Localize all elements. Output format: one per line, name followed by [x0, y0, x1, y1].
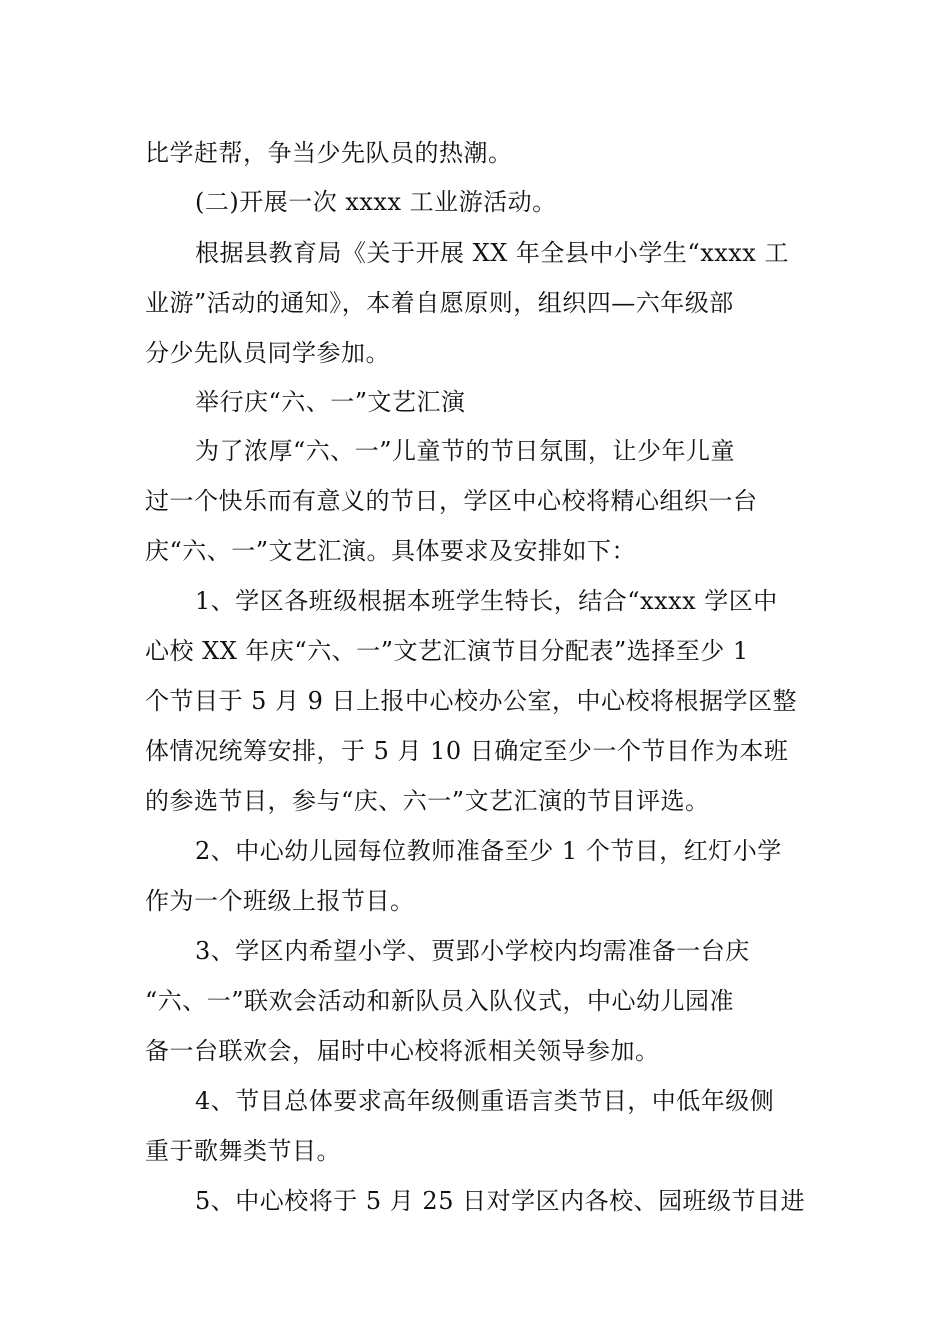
- text-line: 3、学区内希望小学、贾郢小学校内均需准备一台庆: [195, 937, 750, 965]
- text-line: 心校 XX 年庆“六、一”文艺汇演节目分配表”选择至少 1: [145, 637, 749, 665]
- section-heading: (二)开展一次 xxxx 工业游活动。: [195, 188, 557, 216]
- text-line: 重于歌舞类节目。: [145, 1137, 341, 1165]
- text-line: 2、中心幼儿园每位教师准备至少 1 个节目，红灯小学: [195, 837, 782, 865]
- text-line: 的参选节目，参与“庆、六一”文艺汇演的节目评选。: [145, 787, 710, 815]
- text-line: 业游”活动的通知》，本着自愿原则，组织四—六年级部: [145, 289, 734, 317]
- text-line: 分少先队员同学参加。: [145, 339, 390, 367]
- text-line: 为了浓厚“六、一”儿童节的节日氛围，让少年儿童: [195, 437, 736, 465]
- text-line: 4、节目总体要求高年级侧重语言类节目，中低年级侧: [195, 1087, 775, 1115]
- text-line: 过一个快乐而有意义的节日，学区中心校将精心组织一台: [145, 487, 758, 515]
- text-line: 庆“六、一”文艺汇演。具体要求及安排如下：: [145, 537, 637, 565]
- text-line: 1、学区各班级根据本班学生特长，结合“xxxx 学区中: [195, 587, 778, 615]
- section-heading: 举行庆“六、一”文艺汇演: [195, 388, 466, 416]
- text-line: 比学赶帮，争当少先队员的热潮。: [145, 139, 513, 167]
- text-line: “六、一”联欢会活动和新队员入队仪式，中心幼儿园准: [145, 987, 735, 1015]
- text-line: 根据县教育局《关于开展 XX 年全县中小学生“xxxx 工: [195, 239, 789, 267]
- text-line: 体情况统筹安排，于 5 月 10 日确定至少一个节目作为本班: [145, 737, 789, 765]
- text-line: 5、中心校将于 5 月 25 日对学区内各校、园班级节目进: [195, 1187, 806, 1215]
- text-line: 备一台联欢会，届时中心校将派相关领导参加。: [145, 1037, 660, 1065]
- text-line: 作为一个班级上报节目。: [145, 887, 415, 915]
- text-line: 个节目于 5 月 9 日上报中心校办公室，中心校将根据学区整: [145, 687, 798, 715]
